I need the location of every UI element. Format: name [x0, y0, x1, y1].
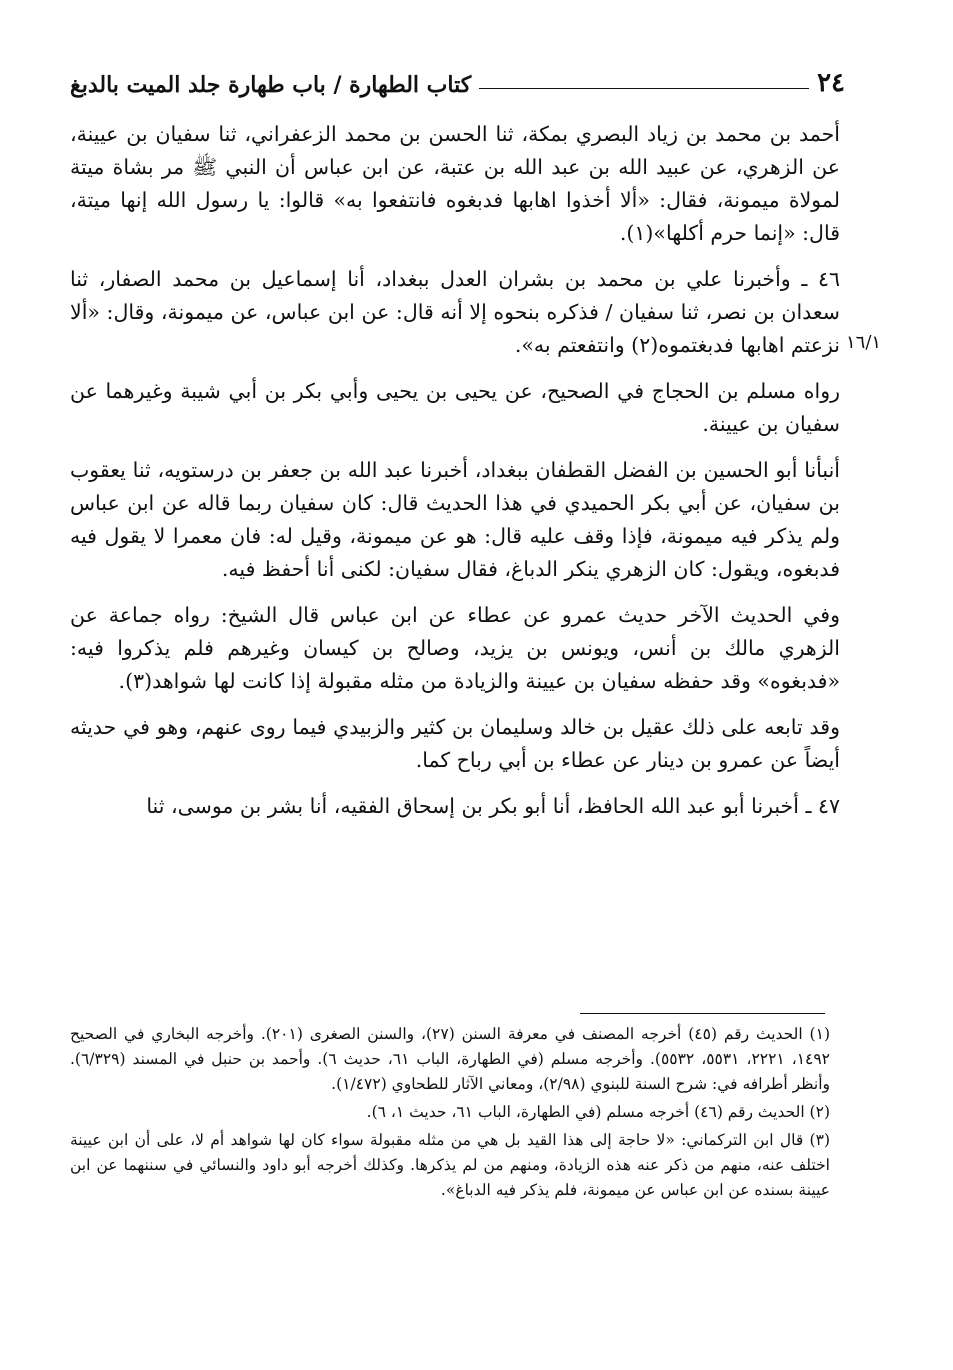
- paragraph: ٤٧ ـ أخبرنا أبو عبد الله الحافظ، أنا أبو بكر بن إسحاق الفقيه، أنا بشر بن موسى، ثنا: [146, 794, 840, 818]
- paragraph: أنبأنا أبو الحسين بن الفضل القطفان ببغداد، أخبرنا عبد الله بن جعفر بن درستويه، ثنا يعقوب بن سفيان، عن أبي بكر الحميدي في هذا الحديث قال: كان سفيان ربما قاله عن ابن عباس ولم يذكر فيه ميمونة، فإذا وقف عليه قال: هو عن ميمونة، وقيل له: فان معمرا لا يقول فيه فدبغوه، ويقول: كان الزهري ينكر الدباغ، فقال سفيان: لكنى أنا أحفظ فيه.: [70, 458, 840, 581]
- header-rule: [479, 88, 809, 89]
- main-text: [70, 118, 840, 836]
- paragraph: وقد تابعه على ذلك عقيل بن خالد وسليمان بن كثير والزبيدي فيما روى عنهم، وهو في حديثه أيضاً عن عمرو بن دينار عن عطاء بن أبي رباح كما.: [70, 715, 840, 772]
- footnote: (٢) الحديث رقم (٤٦) أخرجه مسلم (في الطهارة، الباب ٦١، حديث ١، ٦).: [366, 1103, 830, 1121]
- margin-note: ١٦/١: [846, 332, 882, 353]
- running-title: كتاب الطهارة / باب طهارة جلد الميت بالدبغ: [70, 72, 472, 98]
- page-header: [70, 58, 845, 98]
- page-number: ٢٤: [817, 68, 845, 98]
- footnote: (٣) قال ابن التركماني: «لا حاجة إلى هذا القيد بل هي من مثله مقبولة سواء كان لها شواهد أم لا، على أن ابن عيينة اختلف عنه، منهم من ذكر عنه هذه الزيادة، ومنهم من لم يذكرها. وكذلك أخرجه أبو داود والنسائي في سننهما عن ابن عيينة بسنده عن ابن عباس عن ميمونة، فلم يذكر فيه الدباغ».: [70, 1131, 830, 1199]
- footnote: (١) الحديث رقم (٤٥) أخرجه المصنف في معرفة السنن (٢٧)، والسنن الصغرى (٢٠١). وأخرجه البخاري في الصحيح ١٤٩٢، ٢٢٢١، ٥٥٣١، ٥٥٣٢). وأخرجه مسلم (في الطهارة، الباب ٦١، حديث ٦). وأحمد بن حنبل في المسند (٦/٣٢٩). وأنظر أطرافه في: شرح السنة للبنوي (٢/٩٨)، ومعاني الآثار للطحاوي (١/٤٧٢).: [70, 1025, 831, 1093]
- paragraph: وفي الحديث الآخر حديث عمرو عن عطاء عن ابن عباس قال الشيخ: رواه جماعة عن الزهري مالك بن أنس، ويونس بن يزيد، وصالح بن كيسان وغيرهم فلم يذكروا فيه: «فدبغوه» وقد حفظه سفيان بن عيينة والزيادة من مثله مقبولة إذا كانت لها شواهد(٣).: [70, 603, 840, 693]
- footnotes: [70, 1022, 830, 1206]
- footnote-rule: [580, 1013, 825, 1014]
- paragraph: أحمد بن محمد بن زياد البصري بمكة، ثنا الحسن بن محمد الزعفراني، ثنا سفيان بن عيينة، عن الزهري، عن عبيد الله بن عبد الله بن عتبة، عن ابن عباس أن النبي ﷺ مر بشاة ميتة لمولاة ميمونة، فقال: «ألا أخذوا اهابها فدبغوه فانتفعوا به» قالوا: يا رسول الله إنها ميتة، قال: «إنما حرم أكلها»(١).: [70, 122, 840, 245]
- paragraph: رواه مسلم بن الحجاج في الصحيح، عن يحيى بن يحيى وأبي بكر بن أبي شيبة وغيرهما عن سفيان بن عيينة.: [70, 379, 840, 436]
- paragraph: ٤٦ ـ وأخبرنا علي بن محمد بن بشران العدل ببغداد، أنا إسماعيل بن محمد الصفار، ثنا سعدان بن نصر، ثنا سفيان / فذكره بنحوه إلا أنه قال: عن ابن عباس، عن ميمونة، وقال: «ألا نزعتم اهابها فدبغتموه(٢) وانتفعتم به».: [70, 267, 840, 357]
